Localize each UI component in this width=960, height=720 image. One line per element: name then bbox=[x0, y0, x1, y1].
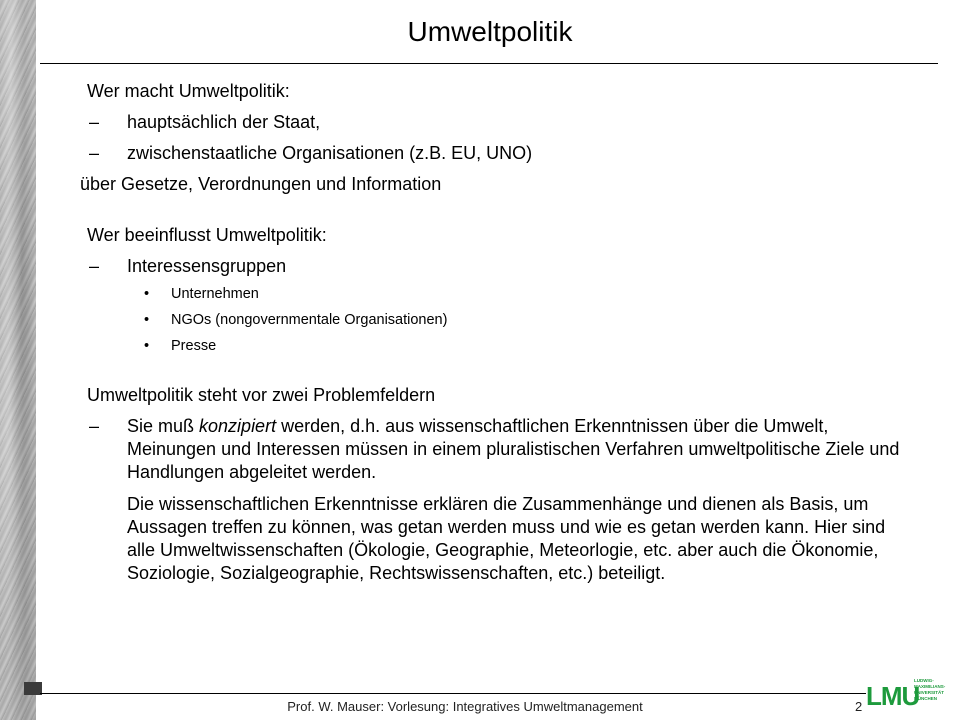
section2-subitem-1-text: Unternehmen bbox=[171, 286, 259, 302]
side-texture-band bbox=[0, 0, 36, 720]
lmu-logo-mark bbox=[866, 678, 920, 714]
section3-item-text-emphasis: konzipiert bbox=[199, 416, 277, 436]
section3-item bbox=[87, 415, 917, 484]
lmu-logo-line: LUDWIG- bbox=[914, 678, 934, 683]
section3-item-text-pre: Sie muß bbox=[127, 416, 200, 436]
dash-marker: – bbox=[89, 256, 100, 276]
section2-subitem-1 bbox=[87, 284, 917, 304]
lmu-logo bbox=[866, 672, 960, 720]
bullet-marker: • bbox=[144, 286, 150, 302]
lmu-logo-line: MÜNCHEN bbox=[914, 696, 937, 701]
bullet-marker: • bbox=[144, 312, 150, 328]
section1-item-2 bbox=[87, 142, 917, 165]
section1-item-1-text: hauptsächlich der Staat, bbox=[127, 112, 321, 132]
footer-divider bbox=[40, 693, 938, 694]
slide-title: Umweltpolitik bbox=[407, 16, 573, 47]
section1-heading: Wer macht Umweltpolitik: bbox=[87, 81, 290, 101]
slide-content bbox=[80, 80, 917, 585]
lmu-logo-wordmark bbox=[914, 678, 958, 702]
section3-paragraph-text: Die wissenschaftlichen Erkenntnisse erklären die Zusammenhänge und dienen als Basis, um Aussagen treffen zu können, was getan werden muss und wie es getan werden kann. Hier sind alle Umweltwissenschaften (Ökologie, Geographie, Meteorlogie, etc. aber auch die Ökonomie, Soziologie, Sozialgeographie, Rechtswissenschaften, etc.) beteiligt. bbox=[127, 494, 886, 583]
section1-summary: über Gesetze, Verordnungen und Information bbox=[80, 174, 442, 194]
section2-subitem-3 bbox=[87, 336, 917, 356]
bullet-marker: • bbox=[144, 338, 150, 354]
page-number: 2 bbox=[855, 699, 863, 714]
lmu-logo-line: MAXIMILIANS- bbox=[914, 684, 946, 689]
section2-item bbox=[87, 255, 917, 278]
lmu-logo-mark-text: LMU bbox=[866, 681, 920, 711]
lmu-logo-line: UNIVERSITÄT bbox=[914, 690, 945, 695]
dash-marker: – bbox=[89, 143, 100, 163]
section3-item-text-post: werden, d.h. aus wissenschaftlichen Erkenntnissen über die Umwelt, Meinungen und Interessen müssen in einem pluralistischen Verfahren umweltpolitische Ziele und Handlungen abgeleitet werden. bbox=[127, 416, 900, 482]
dash-marker: – bbox=[89, 112, 100, 132]
section1-item-2-text: zwischenstaatliche Organisationen (z.B. EU, UNO) bbox=[127, 143, 533, 163]
section1-item-1 bbox=[87, 111, 917, 134]
dash-marker: – bbox=[89, 416, 100, 436]
section2-subitem-2 bbox=[87, 310, 917, 330]
section2-subitem-2-text: NGOs (nongovernmentale Organisationen) bbox=[171, 312, 448, 328]
section3-heading: Umweltpolitik steht vor zwei Problemfeldern bbox=[87, 385, 436, 405]
footer-text: Prof. W. Mauser: Vorlesung: Integratives Umweltmanagement bbox=[287, 699, 643, 714]
section2-item-text: Interessensgruppen bbox=[127, 256, 287, 276]
section2-subitem-3-text: Presse bbox=[171, 338, 217, 354]
section3-paragraph bbox=[87, 493, 917, 585]
section2-heading: Wer beeinflusst Umweltpolitik: bbox=[87, 225, 327, 245]
title-divider bbox=[40, 63, 938, 64]
